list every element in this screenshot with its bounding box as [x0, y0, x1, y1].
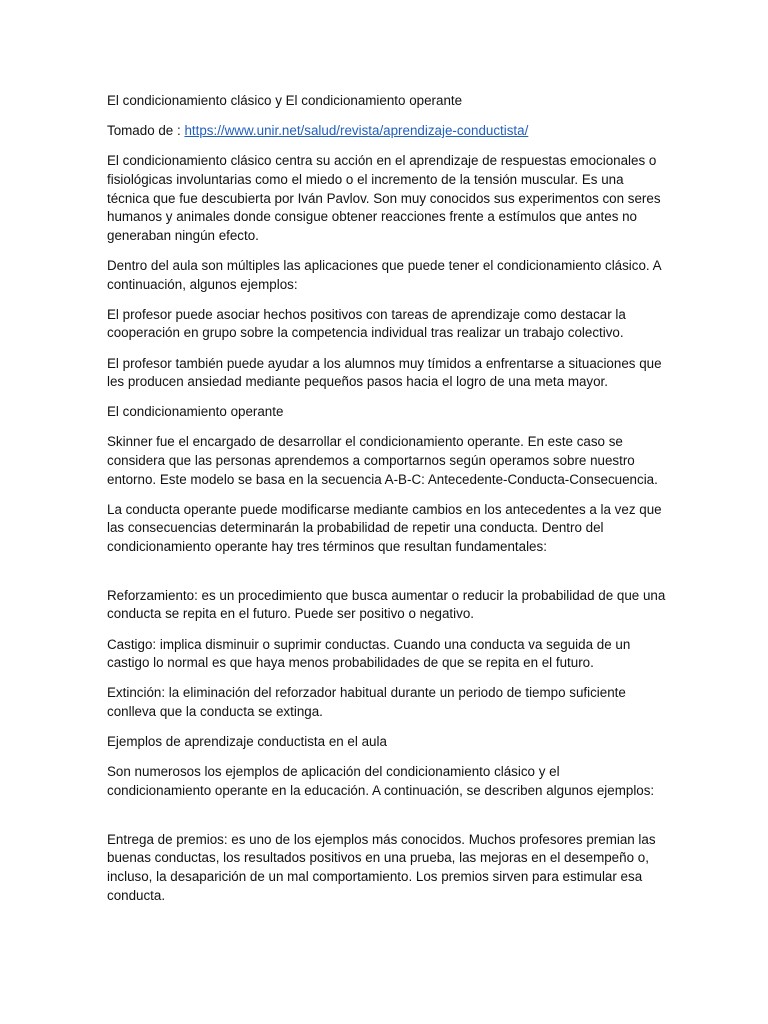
paragraph-example-shy-students: El profesor también puede ayudar a los alumnos muy tímidos a enfrentarse a situaciones que les producen ansiedad mediante pequeños pasos hacia el logro de una meta mayor.	[107, 355, 662, 390]
paragraph-classroom-applications: Dentro del aula son múltiples las aplicaciones que puede tener el condicionamiento clásico. A continuación, algunos ejemplos:	[107, 257, 661, 292]
paragraph-operant-behavior: La conducta operante puede modificarse mediante cambios en los antecedentes a la vez que las consecuencias determinarán la probabilidad de repetir una conducta. Dentro del condicionamiento operante hay tres términos que resultan fundamentales:	[107, 501, 662, 555]
paragraph-classical-definition: El condicionamiento clásico centra su acción en el aprendizaje de respuestas emocionales o fisiológicas involuntarias como el miedo o el incremento de la tensión muscular. Es una técnica que fue descubierta por Iván Pavlov. Son muy conocidos sus experimentos con seres humanos y animales donde consigue obtener reacciones frente a estímulos que antes no generaban ningún efecto.	[107, 153, 661, 243]
paragraph-skinner: Skinner fue el encargado de desarrollar el condicionamiento operante. En este caso se considera que las personas aprendemos a comportarnos según operamos sobre nuestro entorno. Este modelo se basa en la secuencia A-B-C: Antecedente-Conducta-Consecuencia.	[107, 434, 658, 487]
source-label: Tomado de :	[107, 123, 181, 139]
spacer	[107, 812, 667, 831]
paragraph-examples-intro: Son numerosos los ejemplos de aplicación del condicionamiento clásico y el condicionamiento operante en la educación. A continuación, se describen algunos ejemplos:	[107, 764, 655, 798]
paragraph-reinforcement: Reforzamiento: es un procedimiento que busca aumentar o reducir la probabilidad de que una conducta se repita en el futuro. Puede ser positivo o negativo.	[107, 587, 666, 622]
paragraph-example-positive-association: El profesor puede asociar hechos positivos con tareas de aprendizaje como destacar la cooperación en grupo sobre la competencia individual tras realizar un trabajo colectivo.	[107, 306, 626, 341]
paragraph-rewards: Entrega de premios: es uno de los ejemplos más conocidos. Muchos profesores premian las buenas conductas, los resultados positivos en una prueba, las mejoras en el desempeño o, incluso, la desaparición de un mal comportamiento. Los premios sirven para estimular esa conducta.	[107, 831, 656, 903]
section-heading-operant: El condicionamiento operante	[107, 404, 284, 420]
document-body	[107, 92, 667, 917]
source-link[interactable]: https://www.unir.net/salud/revista/aprendizaje-conductista/	[184, 123, 529, 139]
document-title: El condicionamiento clásico y El condicionamiento operante	[107, 93, 463, 108]
section-heading-classroom-examples: Ejemplos de aprendizaje conductista en el aula	[107, 734, 387, 750]
spacer	[107, 568, 667, 587]
paragraph-punishment: Castigo: implica disminuir o suprimir conductas. Cuando una conducta va seguida de un castigo lo normal es que haya menos probabilidades de que se repita en el futuro.	[107, 636, 631, 671]
paragraph-extinction: Extinción: la eliminación del reforzador habitual durante un periodo de tiempo suficiente conlleva que la conducta se extinga.	[107, 685, 626, 719]
source-line	[107, 122, 667, 141]
